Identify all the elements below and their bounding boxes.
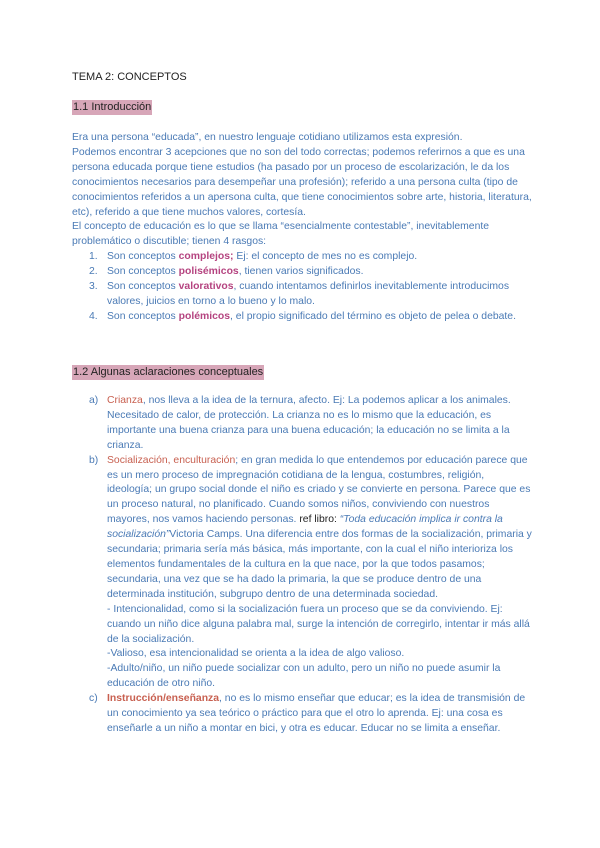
list-text: Ej: el concepto de mes no es complejo.: [233, 251, 418, 263]
keyword: polisémicos: [178, 266, 239, 278]
section-heading-aclaraciones: 1.2 Algunas aclaraciones conceptuales: [73, 366, 264, 378]
list-text: , el propio significado del término es objeto de pelea o debate.: [230, 310, 516, 322]
list-number: 4.: [89, 310, 98, 322]
keyword: valorativos: [178, 281, 234, 293]
term: Socialización, enculturación: [107, 454, 236, 466]
list-letter: b): [89, 454, 99, 466]
list-text: , tienen varios significados.: [238, 266, 364, 278]
list-text: Son conceptos: [107, 281, 179, 293]
term: Instrucción/enseñanza: [107, 693, 220, 705]
list-number: 3.: [89, 281, 98, 293]
section-introduccion-body: [72, 131, 532, 325]
ref-label: ref libro:: [296, 514, 337, 526]
list-text: , cuando intentamos definirlos inevitablemente introducimos valores, juicios en torno a lo bueno y lo malo.: [107, 281, 510, 307]
list-item: [72, 280, 532, 310]
list-text: Son conceptos: [107, 266, 179, 278]
paragraph: Podemos encontrar 3 acepciones que no son del todo correctas; podemos referirnos a que es una persona educada porque tiene estudios (ha pasado por un proceso de escolarización, le da los conocimientos necesarios para desempeñar una profesión); referido a una persona culta (tipo de conocimientos referidos a un apersona culta, que tiene conocimientos sobre arte, historia, literatura, etc), referido a que tiene muchos valores, cortesía.: [72, 146, 532, 218]
item-text: ; en gran medida lo que entendemos por educación parece que es un mero proceso de impregnación cotidiana de la lengua, costumbres, religión, ideología; un grupo social donde el niño es criado y se convierte en persona. Parece que es un proceso natural, no planificado. Cuando somos niños, conviviendo con nuestros mayores, nos vamos haciendo personas.: [107, 454, 531, 526]
section-aclaraciones-body: [72, 394, 532, 737]
paragraph: -Valioso, esa intencionalidad se orienta a la idea de algo valioso.: [107, 648, 405, 660]
paragraph: Era una persona “educada”, en nuestro lenguaje cotidiano utilizamos esta expresión.: [72, 132, 463, 143]
list-item: [72, 265, 532, 280]
list-number: 1.: [89, 251, 98, 263]
paragraph: El concepto de educación es lo que se llama “esencialmente contestable”, inevitablemente problemático o discutible; tienen 4 rasgos:: [72, 221, 490, 248]
list-number: 2.: [89, 266, 98, 278]
ref-author: Victoria Camps.: [169, 529, 243, 541]
paragraph: - Intencionalidad, como si la socialización fuera un proceso que se da conviviendo. Ej: cuando un niño dice alguna palabra mal, surge la intención de corregirlo, intentar ir más allá de la socialización.: [107, 603, 530, 645]
paragraph: [107, 454, 532, 603]
list-letter: a): [89, 395, 99, 406]
keyword: complejos;: [178, 251, 234, 263]
list-text: Son conceptos: [107, 251, 179, 263]
item-text: , nos lleva a la idea de la ternura, afecto. Ej: La podemos aplicar a los animales. Necesitado de calor, de protección. La crianza no es lo mismo que la educación, es importante una buena crianza para una buena educación; la educación no se limita a la crianza.: [107, 395, 511, 451]
keyword: polémicos: [178, 310, 231, 322]
numbered-list: [72, 250, 532, 325]
paragraph: -Adulto/niño, un niño puede socializar con un adulto, pero un niño no puede asumir la educación de otro niño.: [107, 663, 501, 690]
quote: “Toda educación implica ir contra la socialización”: [107, 514, 503, 541]
term: Crianza: [107, 395, 143, 406]
item-text: , no es lo mismo enseñar que educar; es la idea de transmisión de un conocimiento ya sea teórico o práctico para que el otro lo aprenda. Ej: una cosa es enseñarle a un niño a montar en bici, y otra es educar. Educar no se limita a enseñar.: [107, 693, 526, 734]
list-item: [72, 310, 532, 325]
list-text: Son conceptos: [107, 310, 179, 322]
list-item-instruccion: [72, 692, 532, 737]
list-item: [72, 250, 532, 265]
section-heading-introduccion: 1.1 Introducción: [73, 101, 152, 113]
list-item-socializacion: [72, 454, 532, 693]
list-item-crianza: [72, 394, 532, 454]
page-title: TEMA 2: CONCEPTOS: [72, 71, 187, 83]
item-text: Una diferencia entre dos formas de la socialización, primaria y secundaria; primaria sería más básica, más importante, con la cual el niño interioriza los elementos fundamentales de la cultura en la que nace, por la que todos pasamos; secundaria, una vez que se ha dado la primaria, la que se produce dentro de una determinada institución, subgrupo dentro de una determinada sociedad.: [107, 529, 532, 600]
list-letter: c): [89, 693, 98, 705]
